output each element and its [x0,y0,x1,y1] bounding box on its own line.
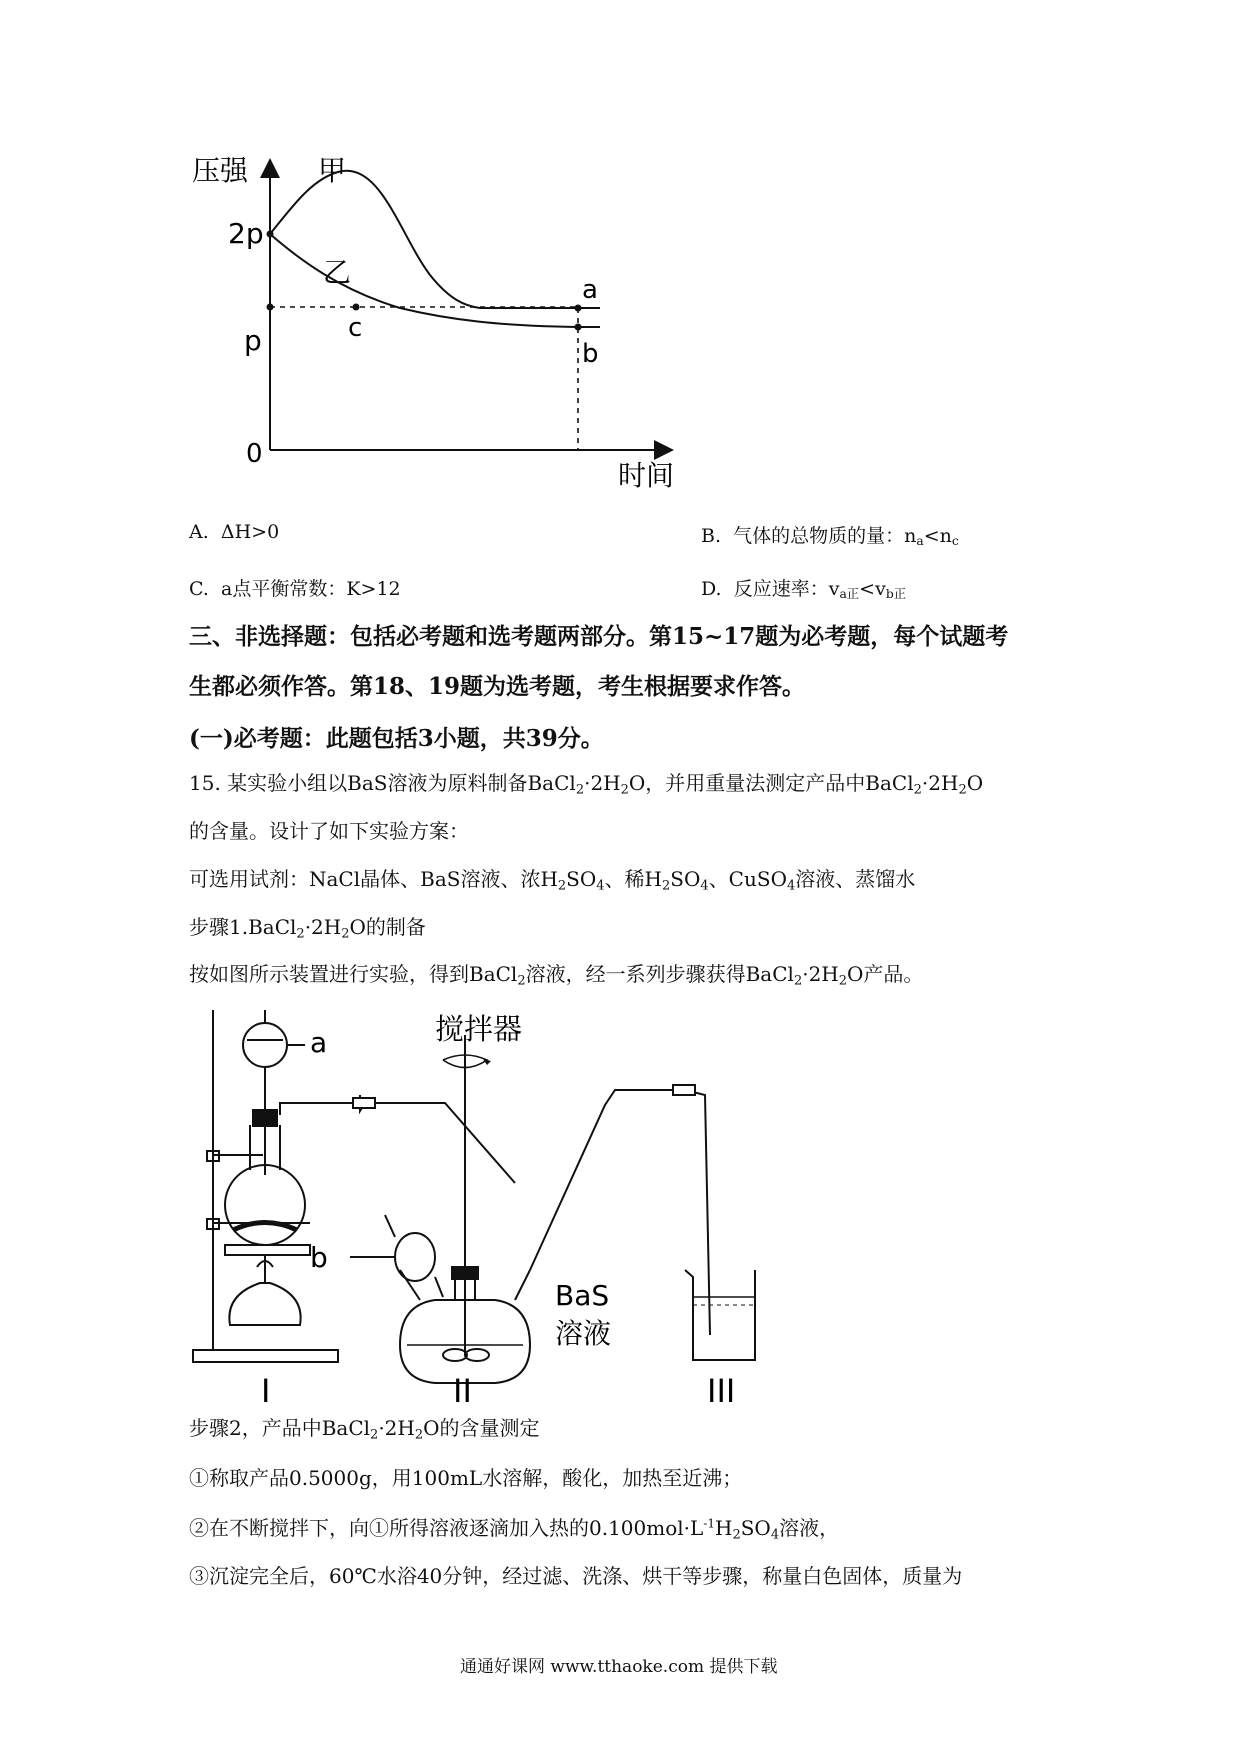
step1-desc-c: ·2H [802,962,839,986]
s2-sup: -1 [703,1516,715,1531]
option-c-text: a点平衡常数：K>12 [221,578,401,600]
sub-2: 2 [296,926,305,942]
option-d [701,574,906,602]
label-a: a [310,1026,328,1059]
option-b-sub1: a [916,534,924,549]
option-b-op: < [923,525,940,547]
option-a-text: ΔH>0 [220,521,280,543]
s2-c: SO [740,1516,771,1540]
stand-base [193,1350,338,1362]
point-b-label: b [582,339,599,369]
option-b-var2: n [939,525,952,547]
section3-line2: 生都必须作答。第18、19题为选考题，考生根据要求作答。 [189,673,806,700]
point-a-label: a [582,275,598,305]
option-b-text: 气体的总物质的量： [733,525,905,547]
q15-intro-d: ·2H [921,771,959,795]
curve-jia-label: 甲 [318,154,347,187]
sub-2: 2 [662,878,671,894]
reagents-d: SO [670,867,701,891]
step1-c: O的制备 [349,915,426,939]
point-a-dot [575,305,582,312]
sub-4: 4 [700,878,709,894]
reagents-e: 、CuSO [708,867,787,891]
pressure-time-graph [180,150,700,495]
option-b-var1: n [904,525,917,547]
step2-c: O的含量测定 [423,1416,540,1440]
option-a [189,521,279,543]
label-b: b [310,1241,328,1274]
point-b-dot [575,324,582,331]
sub-2: 2 [341,926,350,942]
sub-4: 4 [596,878,605,894]
option-b-label: B. [701,525,722,547]
section3-line3: (一)必考题：此题包括3小题，共39分。 [189,725,604,752]
option-b-sub2: c [951,534,959,549]
q15-s1: ①称取产品0.5000g，用100mL水溶解，酸化，加热至近沸； [189,1466,743,1490]
q15-step1-desc [189,958,923,988]
sub-2: 2 [620,782,629,798]
q15-line2: 的含量。设计了如下实验方案： [189,819,469,843]
reagents-a: 可选用试剂：NaCl晶体、BaS溶液、浓H [189,867,558,891]
option-d-label: D. [701,578,722,600]
origin-label: 0 [246,439,263,469]
step2-b: ·2H [378,1416,415,1440]
step1-a: 步骤1.BaCl [189,915,297,939]
x-axis-label: 时间 [618,459,675,492]
sub-2: 2 [913,782,922,798]
apparatus-diagram [185,1005,1065,1405]
point-c-dot [353,304,360,311]
q15-intro-e: O [966,771,984,795]
point-p [267,304,274,311]
label-roman-2: II [453,1372,472,1405]
option-c-label: C. [189,578,209,600]
y-axis-label: 压强 [192,154,249,187]
reagents-b: SO [566,867,597,891]
label-roman-1: I [261,1372,271,1405]
sub-4: 4 [786,878,796,894]
option-d-var1: v [828,578,840,600]
label-stirrer: 搅拌器 [435,1012,523,1046]
curve-jia [270,171,600,308]
sub-2: 2 [732,1527,741,1543]
bulb-b [395,1233,435,1281]
q15-intro-a: 15. 某实验小组以BaS溶液为原料制备BaCl [189,771,576,795]
step1-b: ·2H [304,915,342,939]
label-solution: 溶液 [555,1317,612,1350]
q15-step2 [189,1412,540,1442]
point-2p [267,231,274,238]
step2-a: 步骤2，产品中BaCl [189,1416,371,1440]
tube-1 [280,1095,515,1183]
s2-b: H [715,1516,733,1540]
sub-2: 2 [517,973,526,989]
q15-s2 [189,1512,839,1542]
q15-step1 [189,911,426,941]
reagents-c: 、稀H [604,867,663,891]
option-d-var2: v [875,578,886,600]
option-d-op: < [859,578,876,600]
sub-4: 4 [770,1527,780,1543]
option-c [189,574,401,601]
funnel-a [243,1023,287,1067]
sub-2: 2 [838,973,848,989]
beaker-iii [685,1270,755,1360]
reagents-f: 溶液、蒸馏水 [795,867,916,891]
q15-intro [189,767,983,797]
q15-reagents [189,863,915,893]
step1-desc-a: 按如图所示装置进行实验，得到BaCl [189,962,518,986]
q15-s3: ③沉淀完全后，60℃水浴40分钟，经过滤、洗涤、烘干等步骤，称量白色固体，质量为 [189,1564,963,1588]
step1-desc-b: 溶液，经一系列步骤获得BaCl [525,962,794,986]
step1-desc-d: O产品。 [847,962,924,986]
option-d-text: 反应速率： [733,578,829,600]
tick-p: p [244,324,262,357]
option-a-label: A. [189,521,209,543]
q15-intro-c: O，并用重量法测定产品中BaCl [628,771,914,795]
alcohol-lamp [229,1283,300,1325]
sub-2: 2 [793,973,803,989]
s2-d: 溶液， [779,1516,840,1540]
label-roman-3: III [707,1372,736,1405]
sub-2: 2 [370,1427,379,1443]
sub-2: 2 [575,782,585,798]
sub-2: 2 [557,878,567,894]
label-bas: BaS [555,1279,610,1312]
tick-2p: 2p [228,217,264,250]
option-d-sub2: b正 [885,587,907,602]
option-b [701,521,959,548]
sub-2: 2 [958,782,967,798]
s2-a: ②在不断搅拌下，向①所得溶液逐滴加入热的0.100mol·L [189,1516,704,1540]
section3-line1: 三、非选择题：包括必考题和选考题两部分。第15~17题为必考题，每个试题考 [189,623,1009,650]
q15-intro-b: ·2H [584,771,621,795]
curve-yi-label: 乙 [323,256,352,289]
round-flask [225,1165,305,1245]
option-d-sub1: a正 [839,587,860,602]
footer: 通通好课网 www.tthaoke.com 提供下载 [460,1657,778,1677]
sub-2: 2 [414,1427,424,1443]
point-c-label: c [348,313,363,343]
